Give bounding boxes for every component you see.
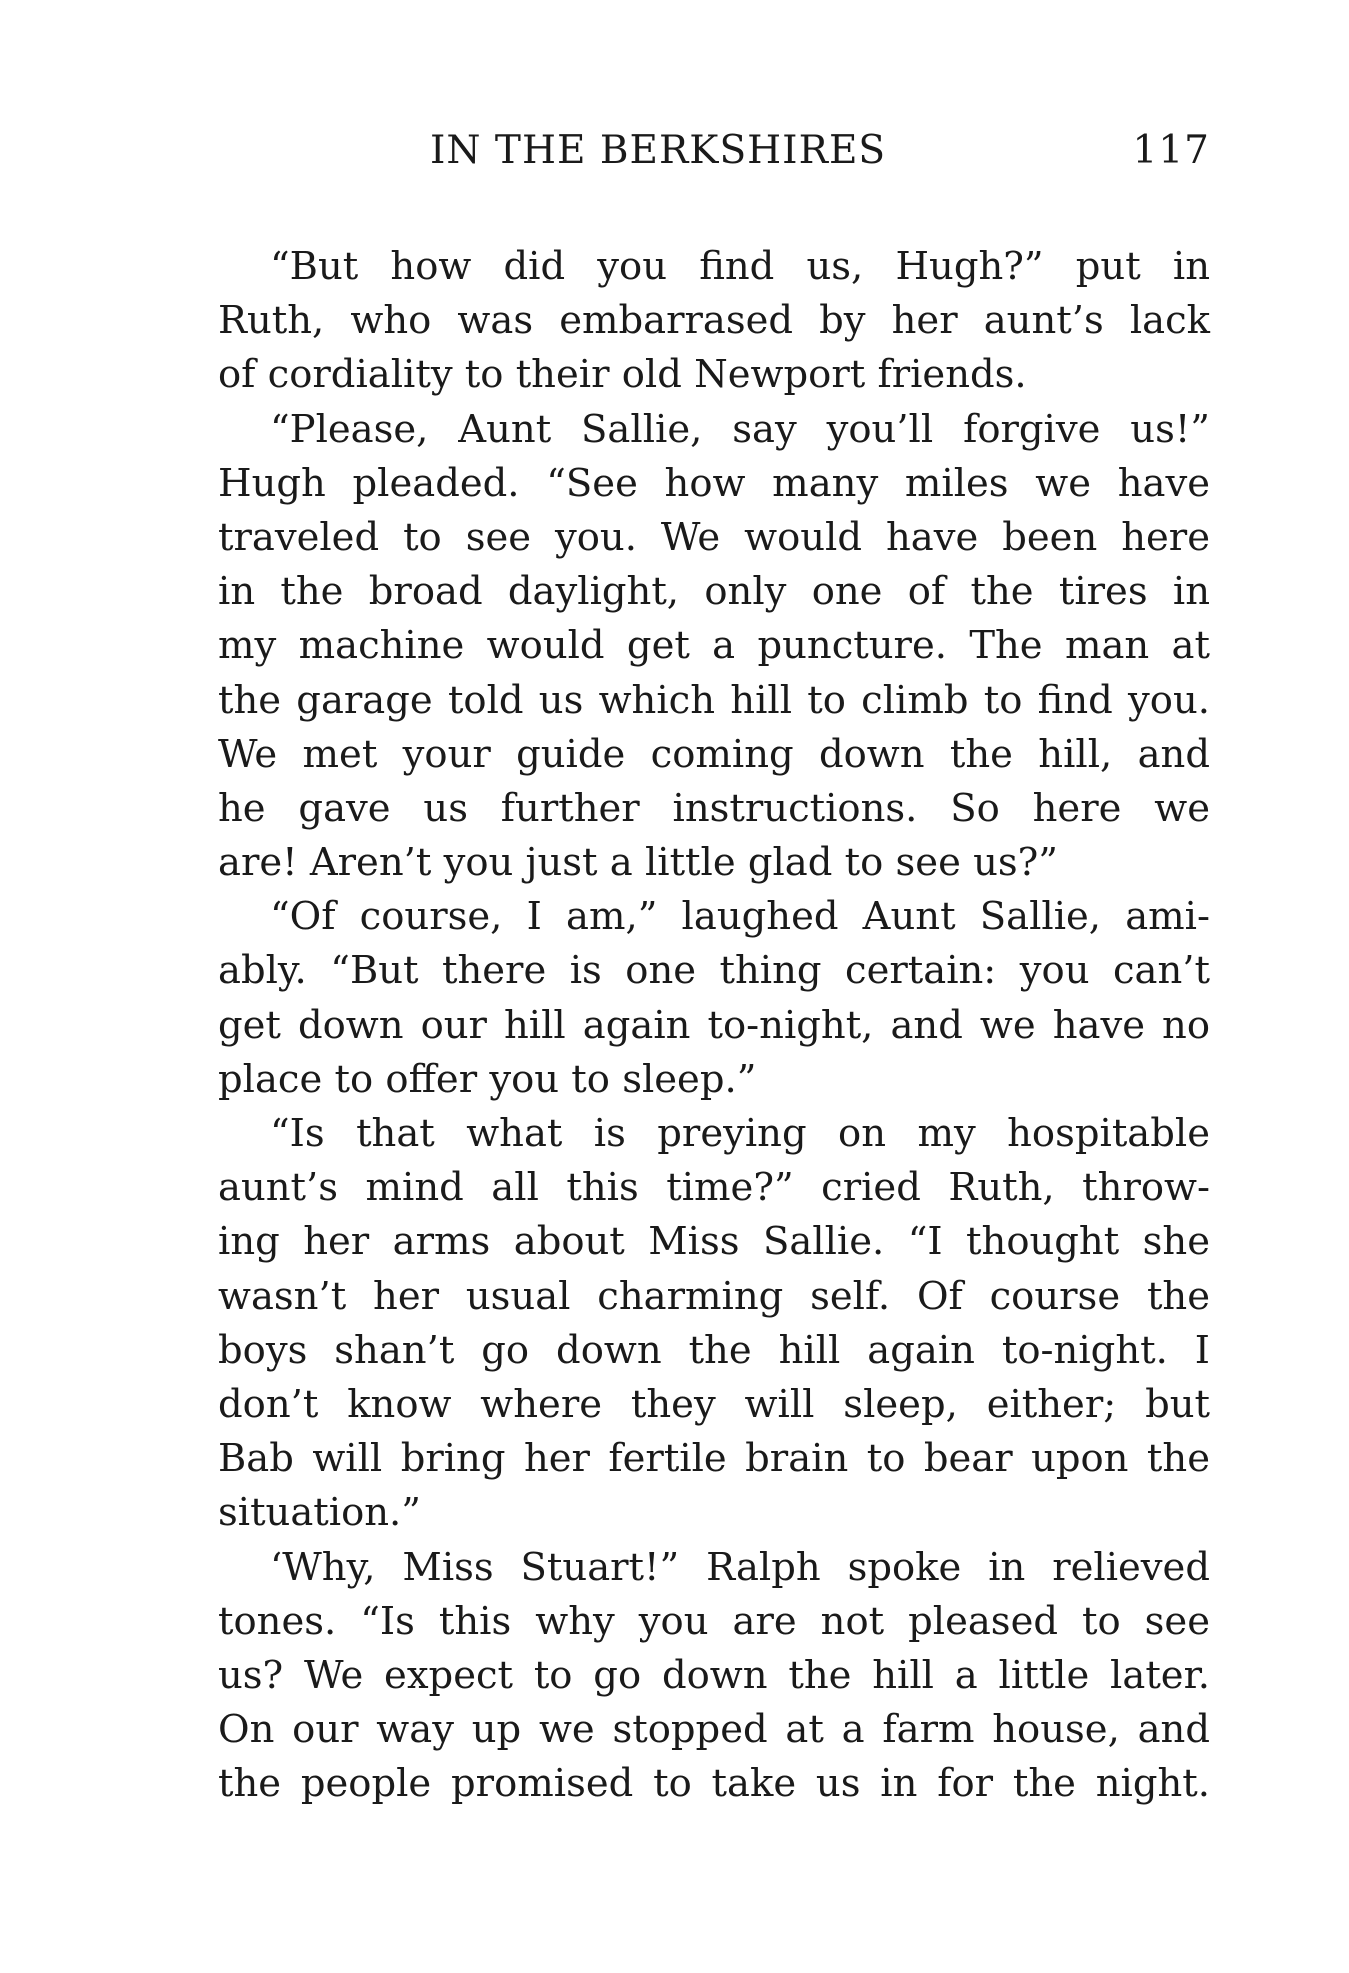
text-line: in the broad daylight, only one of the tires in (218, 569, 1210, 615)
text-line: tones. “Is this why you are not pleased to see (218, 1598, 1210, 1644)
text-line: wasn’t her usual charming self. Of course the (218, 1273, 1210, 1319)
text-line: ‘Why, Miss Stuart!” Ralph spoke in relieved (270, 1544, 1210, 1590)
page-number: 117 (1132, 128, 1210, 173)
text-line: my machine would get a puncture. The man at (218, 623, 1210, 669)
body-text (218, 240, 1210, 1811)
text-line: of cordiality to their old Newport friends. (218, 352, 1027, 398)
text-line: don’t know where they will sleep, either; but (218, 1381, 1210, 1427)
text-line: Bab will bring her fertile brain to bear upon the (218, 1436, 1210, 1482)
text-line: get down our hill again to-night, and we have no (218, 1002, 1210, 1048)
text-line: traveled to see you. We would have been here (218, 514, 1210, 560)
text-line: us? We expect to go down the hill a little later. (218, 1652, 1210, 1698)
running-title: IN THE BERKSHIRES (430, 128, 887, 173)
text-line: boys shan’t go down the hill again to-night. I (218, 1327, 1210, 1373)
text-line: We met your guide coming down the hill, and (218, 731, 1210, 777)
text-line: “But how did you find us, Hugh?” put in (270, 244, 1210, 289)
text-line: are! Aren’t you just a little glad to see us?” (218, 840, 1058, 886)
text-line: “Please, Aunt Sallie, say you’ll forgive us!” (270, 406, 1210, 452)
text-line: he gave us further instructions. So here we (218, 785, 1210, 831)
text-line: “Is that what is preying on my hospitable (270, 1111, 1210, 1156)
text-line: aunt’s mind all this time?” cried Ruth, throw- (218, 1165, 1210, 1211)
text-line: the garage told us which hill to climb to find you. (218, 677, 1210, 723)
text-line: situation.” (218, 1490, 421, 1536)
text-line: Hugh pleaded. “See how many miles we have (218, 460, 1210, 506)
text-line: place to offer you to sleep.” (218, 1056, 757, 1102)
text-line: “Of course, I am,” laughed Aunt Sallie, ami- (270, 894, 1210, 940)
text-line: ing her arms about Miss Sallie. “I thought she (218, 1219, 1210, 1265)
text-line: On our way up we stopped at a farm house, and (218, 1707, 1210, 1753)
text-line: the people promised to take us in for the night. (218, 1761, 1210, 1807)
running-head (218, 128, 1210, 184)
text-line: Ruth, who was embarrased by her aunt’s lack (218, 298, 1210, 344)
text-line: ably. “But there is one thing certain: you can’t (218, 948, 1210, 994)
